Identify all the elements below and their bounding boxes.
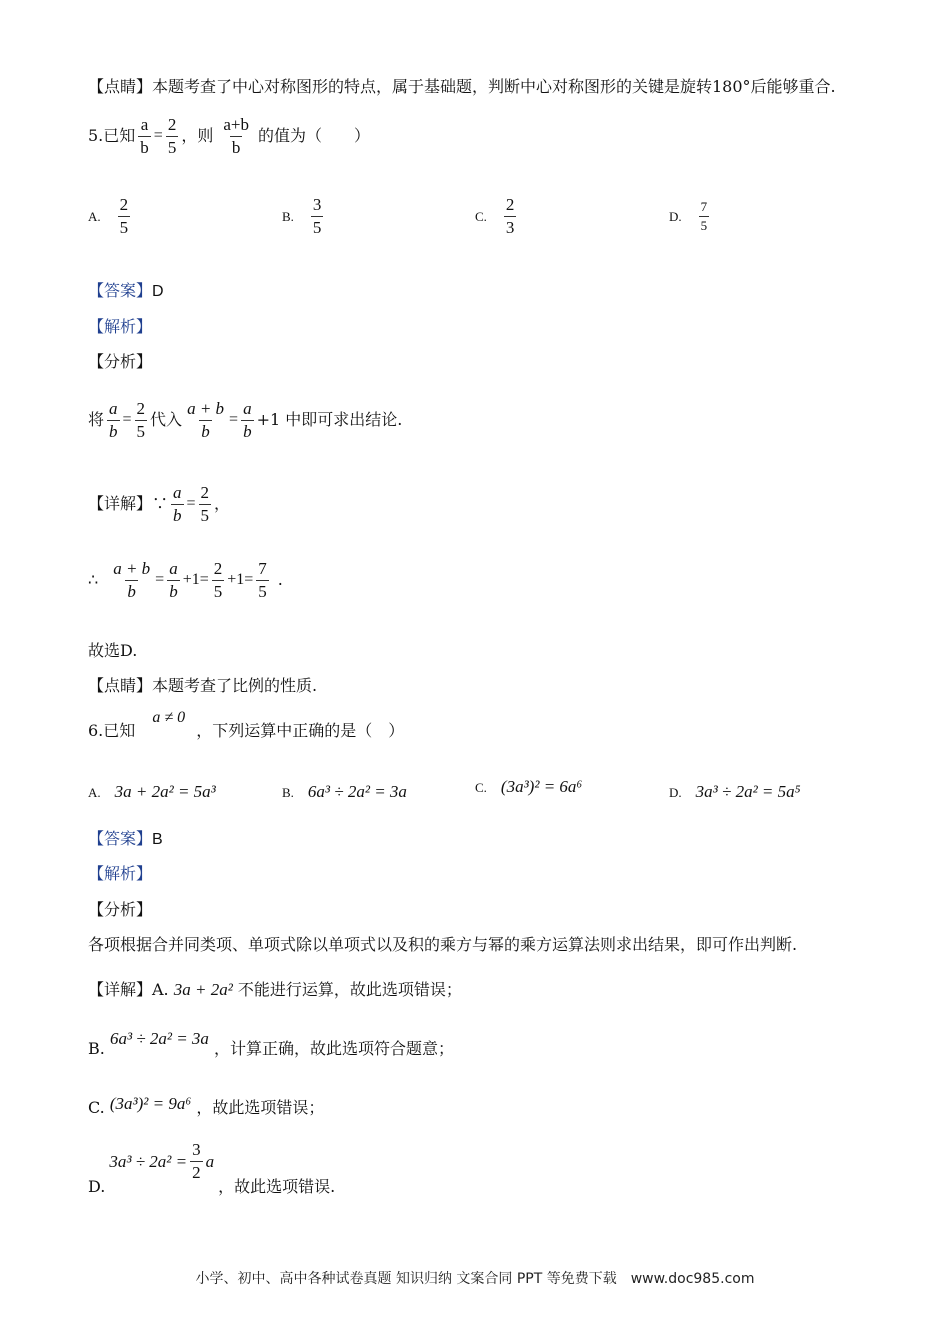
q6-analysis: 各项根据合并同类项、单项式除以单项式以及积的乘方与幂的乘方运算法则求出结果，即可作出判断. <box>88 935 798 954</box>
q6-option-a[interactable]: A. 3a + 2a² = 5a³ <box>88 782 216 801</box>
dianjing-prev: 【点睛】本题考查了中心对称图形的特点，属于基础题，判断中心对称图形的关键是旋转180°后能够重合. <box>88 77 836 96</box>
question-number: 5.已知 <box>88 126 136 145</box>
option-b[interactable]: B. $\frac{3}{5}$ <box>282 195 322 237</box>
option-a[interactable]: A. $\frac{2}{5}$ <box>88 195 129 237</box>
analysis-line: 将 $\frac{a}{b}$ = $\frac{2}{5}$ 代入 $\frac{a + b}{b}$ = $\frac{a}{b}$ +1 中即可求出结论. <box>88 398 403 441</box>
q6-fenxi-label: 【分析】 <box>88 900 153 919</box>
dianjing-line: 【点睛】本题考查了比例的性质. <box>88 676 318 695</box>
jiexi-label: 【解析】 <box>88 317 153 336</box>
page-footer: 小学、初中、高中各种试卷真题 知识归纳 文案合同 PPT 等免费下载 www.doc985.com <box>195 1271 755 1287</box>
q6-option-c[interactable]: C. (3a³)² = 6a⁶ <box>475 777 583 796</box>
q6-detail-d: D. 3a³ ÷ 2a² = $\frac{3}{2}$ a ，故此选项错误. <box>88 1140 336 1196</box>
fraction-apb-over-b: $\frac{a+b}{b}$ <box>223 114 249 157</box>
answer-line: 【答案】D <box>88 281 164 300</box>
q6-option-b[interactable]: B. 6a³ ÷ 2a² = 3a <box>282 782 407 801</box>
q6-answer-line: 【答案】B <box>88 829 163 848</box>
question-6-stem: 6.已知 a ≠ 0 ，下列运算中正确的是（ ） <box>88 709 405 740</box>
fraction-a-over-b: $\frac{a}{b}$ <box>140 114 149 157</box>
choose-line: 故选D. <box>88 641 138 660</box>
q6-option-d[interactable]: D. 3a³ ÷ 2a² = 5a⁵ <box>669 782 801 801</box>
q6-detail-b: B. 6a³ ÷ 2a² = 3a ，计算正确，故此选项符合题意； <box>88 1029 455 1058</box>
fenxi-label: 【分析】 <box>88 352 153 371</box>
question-5-stem: 5.已知 $\frac{a}{b}$ = $\frac{2}{5}$ ，则 $\frac{a+b}{b}$ 的值为（ ） <box>88 114 370 157</box>
q6-jiexi-label: 【解析】 <box>88 864 153 883</box>
q6-detail-a: 【详解】A. 3a + 2a² 不能进行运算，故此选项错误； <box>88 980 462 999</box>
therefore-line: ∴ $\frac{a + b}{b}$ = $\frac{a}{b}$ +1= $\frac{2}{5}$ +1= $\frac{7}{5}$ . <box>88 558 283 601</box>
option-d[interactable]: D. $\frac{7}{5}$ <box>669 199 708 233</box>
option-c[interactable]: C. $\frac{2}{3}$ <box>475 195 515 237</box>
fraction-2-over-5: $\frac{2}{5}$ <box>167 114 177 157</box>
q6-detail-c: C. (3a³)² = 9a⁶ ，故此选项错误； <box>88 1094 325 1117</box>
detail-line: 【详解】∵ $\frac{a}{b}$ = $\frac{2}{5}$ ， <box>88 482 231 525</box>
